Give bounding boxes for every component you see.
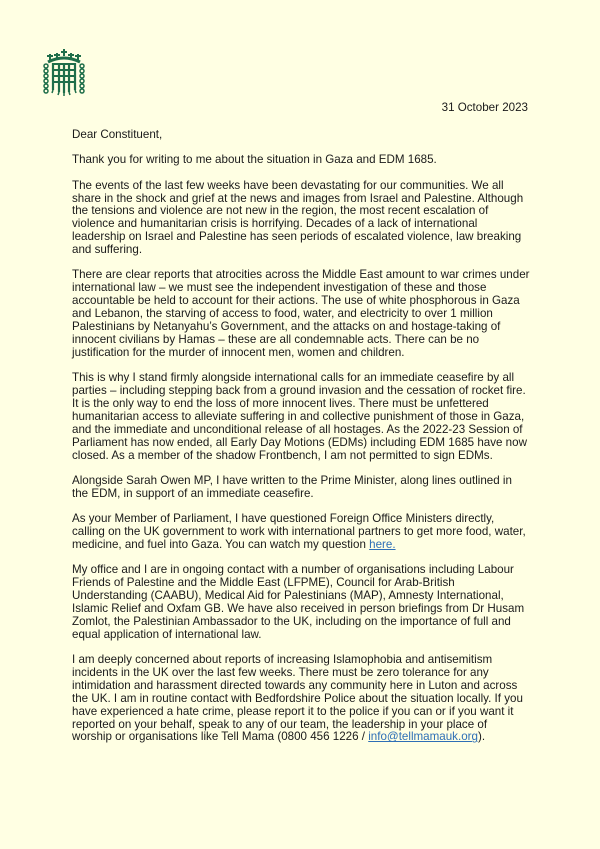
- watch-question-link[interactable]: here.: [369, 537, 396, 551]
- paragraph-hate-crime: [72, 654, 530, 744]
- paragraph-ceasefire: This is why I stand firmly alongside international calls for an immediate ceasefire by all parties – including stepping back from a ground invasion and the cessation of rocket fire. It is the only way to end the loss of more innocent lives. There must be unfettered humanitarian access to alleviate suffering in and collective punishment of those in Gaza, and the immediate and unconditional release of all hostages. As the 2022-23 Session of Parliament has now ended, all Early Day Motions (EDMs) including EDM 1685 have now closed. As a member of the shadow Frontbench, I am not permitted to sign EDMs.: [72, 371, 527, 462]
- letter-date: 31 October 2023: [441, 101, 528, 114]
- paragraph-foreign-office-text: As your Member of Parliament, I have questioned Foreign Office Ministers directly, calling on the UK government to work with international partners to get more food, water, medicine, and fuel into Gaza. You can watch my question: [72, 512, 526, 551]
- paragraph-organisations: My office and I are in ongoing contact with a number of organisations including Labour Friends of Palestine and the Middle East (LFPME), Council for Arab-British Understanding (CAABU), Medical Aid for Palestinians (MAP), Amnesty International, Islamic Relief and Oxfam GB. We have also received in person briefings from Dr Husam Zomlot, the Palestinian Ambassador to the UK, including on the importance of full and equal application of international law.: [72, 563, 525, 641]
- paragraph-intro: Thank you for writing to me about the situation in Gaza and EDM 1685.: [72, 153, 437, 167]
- paragraph-hate-crime-text: I am deeply concerned about reports of increasing Islamophobia and antisemitism incidents in the UK over the last few weeks. There must be zero tolerance for any intimidation and harassment directed towards any community here in Luton and across the UK. I am in routine contact with Bedfordshire Police about the situation locally. If you have experienced a hate crime, please report it to the police if you can or if you want it reported on your behalf, speak to any of our team, the leadership in your place of worship or organisations like Tell Mama (0800 456 1226 /: [72, 653, 523, 744]
- paragraph-atrocities: There are clear reports that atrocities across the Middle East amount to war crimes under international law – we must see the independent investigation of these and those accountable be held to account for their actions. The use of white phosphorous in Gaza and Lebanon, the starving of access to food, water, and electricity to over 1 million Palestinians by Netanyahu’s Government, and the attacks on and hostage-taking of innocent civilians by Hamas – these are all condemnable acts. There can be no justification for the murder of innocent men, women and children.: [72, 268, 530, 359]
- portcullis-crest-icon: [42, 46, 86, 96]
- tell-mama-email-link[interactable]: info@tellmamauk.org: [368, 730, 478, 744]
- paragraph-prime-minister-letter: Alongside Sarah Owen MP, I have written to the Prime Minister, along lines outlined in the EDM, in support of an immediate ceasefire.: [72, 473, 512, 500]
- paragraph-hate-crime-end: ).: [477, 730, 486, 744]
- paragraph-events: The events of the last few weeks have been devastating for our communities. We all share in the shock and grief at the news and images from Israel and Palestine. Although the tensions and violence are not new in the region, the most recent escalation of violence and humanitarian crisis is horrifying. Decades of a lack of international leadership on Israel and Palestine has seen periods of escalated violence, law breaking and suffering.: [72, 178, 524, 257]
- letter-body: [72, 129, 530, 757]
- paragraph-foreign-office: [72, 513, 530, 552]
- salutation: Dear Constituent,: [72, 128, 163, 141]
